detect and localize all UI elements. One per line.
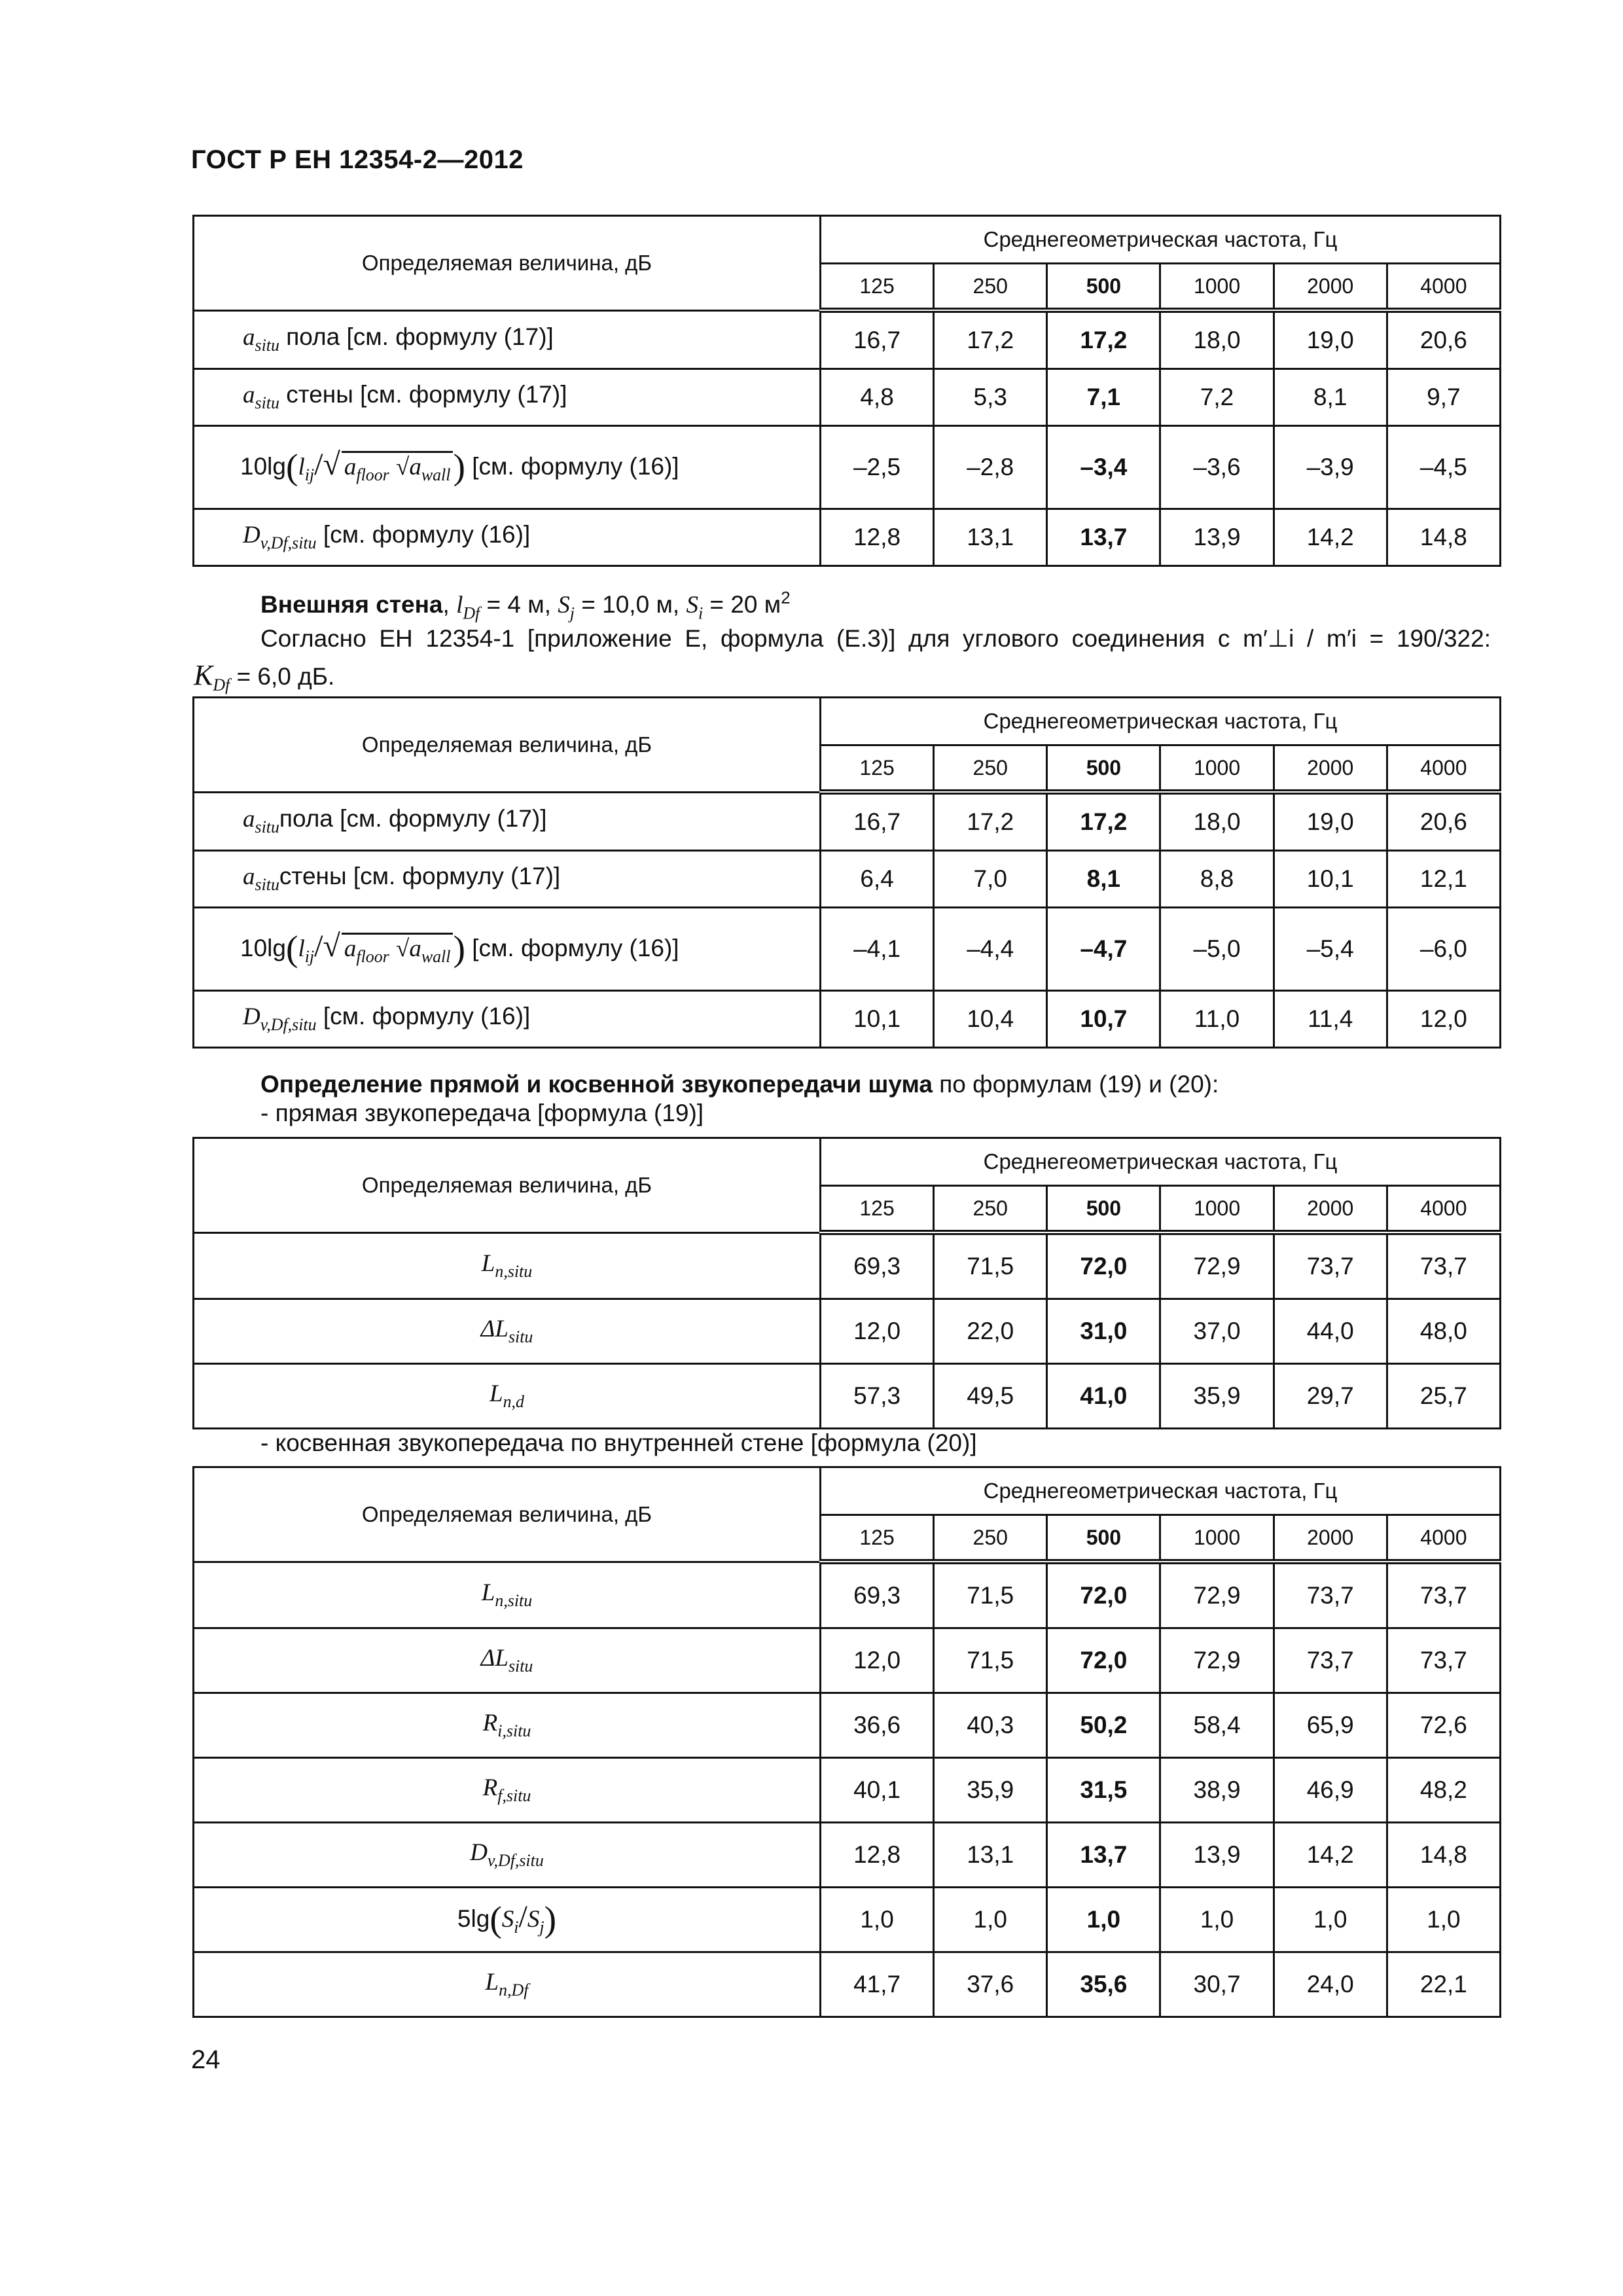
cell: 10,4 [934,991,1047,1048]
freq-header: 2000 [1274,264,1387,311]
cell: –3,4 [1047,426,1160,509]
freq-header: 2000 [1274,1186,1387,1233]
cell: 73,7 [1387,1628,1500,1693]
cell: 25,7 [1387,1364,1500,1429]
cell: 12,8 [821,1823,934,1888]
cell: 40,3 [934,1693,1047,1758]
direct-transmission-label: - прямая звукопередача [формула (19)] [260,1100,704,1126]
cell: 73,7 [1387,1562,1500,1628]
cell: 17,2 [1047,792,1160,851]
cell: 11,4 [1274,991,1387,1048]
cell: 1,0 [1387,1888,1500,1952]
cell: 11,0 [1160,991,1274,1048]
table-row [194,1952,1501,2017]
cell: 35,6 [1047,1952,1160,2017]
cell: 46,9 [1274,1758,1387,1823]
row-label: $R_{f,situ}$ [194,1758,821,1823]
row-label: $D_{v,Df,situ}$ [194,1823,821,1888]
table-inner-wall-params [192,215,1501,567]
col-header-freq: Среднегеометрическая частота, Гц [821,216,1501,264]
outer-wall-heading: Внешняя стена, $l_{Df} = 4$ м, $S_j = 10,0$ м, $S_i = 20$ $м^2$ [260,589,791,623]
cell: 71,5 [934,1232,1047,1299]
cell: 73,7 [1387,1232,1500,1299]
cell: 6,4 [821,851,934,908]
cell: 40,1 [821,1758,934,1823]
col-header-freq: Среднегеометрическая частота, Гц [821,1138,1501,1186]
row-label: $R_{i,situ}$ [194,1693,821,1758]
cell: 36,6 [821,1693,934,1758]
flanking-transmission-label: - косвенная звукопередача по внутренней стене [формула (20)] [260,1429,977,1456]
table-row [194,310,1501,369]
row-label: $D_{v,Df,situ}$ [см. формулу (16)] [194,509,821,566]
freq-header: 125 [821,1515,934,1562]
cell: 18,0 [1160,792,1274,851]
table-direct-transmission [192,1137,1501,1429]
row-label-formula: $5\lg(S_i/S_j)$ [194,1888,821,1952]
cell: 13,1 [934,509,1047,566]
cell: 22,0 [934,1299,1047,1364]
cell: 58,4 [1160,1693,1274,1758]
table-row [194,369,1501,426]
cell: 13,7 [1047,1823,1160,1888]
table-row [194,509,1501,566]
table-outer-wall-params [192,696,1501,1049]
kdf-value: $K_{Df} = 6,0$ дБ. [194,659,335,695]
cell: 48,2 [1387,1758,1500,1823]
freq-header: 2000 [1274,1515,1387,1562]
cell: 10,1 [821,991,934,1048]
cell: 14,2 [1274,1823,1387,1888]
cell: 5,3 [934,369,1047,426]
cell: 72,9 [1160,1562,1274,1628]
table-row [194,1562,1501,1628]
cell: –4,1 [821,908,934,991]
col-header-label: Определяемая величина, дБ [194,1138,821,1233]
freq-header: 250 [934,264,1047,311]
cell: 16,7 [821,792,934,851]
cell: 10,1 [1274,851,1387,908]
cell: 4,8 [821,369,934,426]
col-header-label: Определяемая величина, дБ [194,698,821,793]
cell: 72,0 [1047,1562,1160,1628]
cell: 17,2 [934,792,1047,851]
table-row [194,991,1501,1048]
cell: 49,5 [934,1364,1047,1429]
row-label: $\Delta L_{situ}$ [194,1299,821,1364]
cell: 20,6 [1387,792,1500,851]
table-flanking-transmission [192,1466,1501,2018]
cell: 12,0 [821,1299,934,1364]
cell: 13,7 [1047,509,1160,566]
table-row [194,792,1501,851]
table-row [194,1758,1501,1823]
cell: 12,8 [821,509,934,566]
table-row [194,1232,1501,1299]
row-label: $L_{n,Df}$ [194,1952,821,2017]
cell: 30,7 [1160,1952,1274,2017]
table-row [194,1364,1501,1429]
cell: –3,9 [1274,426,1387,509]
cell: 19,0 [1274,310,1387,369]
cell: 71,5 [934,1628,1047,1693]
freq-header: 125 [821,264,934,311]
cell: 31,0 [1047,1299,1160,1364]
cell: –6,0 [1387,908,1500,991]
cell: 72,9 [1160,1628,1274,1693]
cell: 1,0 [1274,1888,1387,1952]
cell: 44,0 [1274,1299,1387,1364]
freq-header: 4000 [1387,1186,1500,1233]
cell: –4,5 [1387,426,1500,509]
cell: 13,9 [1160,1823,1274,1888]
table-row [194,1888,1501,1952]
cell: 41,7 [821,1952,934,2017]
cell: 72,6 [1387,1693,1500,1758]
table-row [194,851,1501,908]
col-header-label: Определяемая величина, дБ [194,1467,821,1562]
freq-header: 4000 [1387,1515,1500,1562]
freq-header: 500 [1047,745,1160,793]
cell: 1,0 [1160,1888,1274,1952]
freq-header: 4000 [1387,745,1500,793]
freq-header: 250 [934,745,1047,793]
cell: 72,0 [1047,1232,1160,1299]
outer-wall-text: Согласно ЕН 12354-1 [приложение Е, формула (Е.3)] для углового соединения с m′⊥i / m′i = 190/322: [260,625,1491,652]
row-label: $L_{n,d}$ [194,1364,821,1429]
freq-header: 500 [1047,264,1160,311]
cell: 29,7 [1274,1364,1387,1429]
cell: 35,9 [1160,1364,1274,1429]
cell: 20,6 [1387,310,1500,369]
table-row [194,1299,1501,1364]
cell: –5,4 [1274,908,1387,991]
freq-header: 1000 [1160,1186,1274,1233]
cell: 73,7 [1274,1232,1387,1299]
cell: 48,0 [1387,1299,1500,1364]
table-row [194,426,1501,509]
cell: 22,1 [1387,1952,1500,2017]
cell: 14,8 [1387,1823,1500,1888]
cell: 37,0 [1160,1299,1274,1364]
row-label: $a_{situ}$ пола [см. формулу (17)] [194,310,821,369]
cell: 16,7 [821,310,934,369]
cell: 73,7 [1274,1562,1387,1628]
cell: –2,8 [934,426,1047,509]
cell: –4,4 [934,908,1047,991]
cell: 9,7 [1387,369,1500,426]
cell: 72,9 [1160,1232,1274,1299]
cell: 7,1 [1047,369,1160,426]
cell: 38,9 [1160,1758,1274,1823]
freq-header: 2000 [1274,745,1387,793]
cell: –2,5 [821,426,934,509]
cell: 17,2 [1047,310,1160,369]
col-header-label: Определяемая величина, дБ [194,216,821,311]
col-header-freq: Среднегеометрическая частота, Гц [821,1467,1501,1515]
freq-header: 250 [934,1186,1047,1233]
row-label: $L_{n,situ}$ [194,1562,821,1628]
cell: –5,0 [1160,908,1274,991]
cell: 24,0 [1274,1952,1387,2017]
cell: 1,0 [1047,1888,1160,1952]
freq-header: 4000 [1387,264,1500,311]
cell: 31,5 [1047,1758,1160,1823]
cell: 35,9 [934,1758,1047,1823]
table-row [194,908,1501,991]
cell: 7,0 [934,851,1047,908]
freq-header: 125 [821,745,934,793]
cell: 12,0 [1387,991,1500,1048]
cell: 18,0 [1160,310,1274,369]
cell: 57,3 [821,1364,934,1429]
cell: 14,2 [1274,509,1387,566]
cell: 13,1 [934,1823,1047,1888]
freq-header: 1000 [1160,264,1274,311]
cell: 14,8 [1387,509,1500,566]
cell: 17,2 [934,310,1047,369]
cell: 72,0 [1047,1628,1160,1693]
freq-header: 250 [934,1515,1047,1562]
cell: –3,6 [1160,426,1274,509]
freq-header: 500 [1047,1515,1160,1562]
cell: 65,9 [1274,1693,1387,1758]
row-label: $D_{v,Df,situ}$ [см. формулу (16)] [194,991,821,1048]
cell: 13,9 [1160,509,1274,566]
cell: 19,0 [1274,792,1387,851]
cell: 12,0 [821,1628,934,1693]
page-number: 24 [191,2045,221,2074]
cell: 1,0 [821,1888,934,1952]
table-row [194,1628,1501,1693]
transmission-heading: Определение прямой и косвенной звукопередачи шума по формулам (19) и (20): [260,1071,1219,1098]
cell: 71,5 [934,1562,1047,1628]
table-row [194,1823,1501,1888]
row-label: $L_{n,situ}$ [194,1232,821,1299]
cell: 73,7 [1274,1628,1387,1693]
col-header-freq: Среднегеометрическая частота, Гц [821,698,1501,745]
cell: 8,1 [1274,369,1387,426]
cell: 12,1 [1387,851,1500,908]
cell: 69,3 [821,1232,934,1299]
cell: –4,7 [1047,908,1160,991]
cell: 1,0 [934,1888,1047,1952]
cell: 41,0 [1047,1364,1160,1429]
freq-header: 125 [821,1186,934,1233]
row-label-formula: $10\lg(l_{ij}/√$ $a_{floor}$ $√a_{wall}$) [см. формулу (16)] [194,426,821,509]
freq-header: 500 [1047,1186,1160,1233]
cell: 8,8 [1160,851,1274,908]
freq-header: 1000 [1160,745,1274,793]
document-header: ГОСТ Р ЕН 12354-2—2012 [191,145,524,174]
cell: 37,6 [934,1952,1047,2017]
table-row [194,1693,1501,1758]
row-label: $a_{situ}стены$ [см. формулу (17)] [194,851,821,908]
row-label: $a_{situ}пола$ [см. формулу (17)] [194,792,821,851]
cell: 50,2 [1047,1693,1160,1758]
cell: 10,7 [1047,991,1160,1048]
freq-header: 1000 [1160,1515,1274,1562]
row-label: $a_{situ}$ стены [см. формулу (17)] [194,369,821,426]
cell: 8,1 [1047,851,1160,908]
row-label: $\Delta L_{situ}$ [194,1628,821,1693]
cell: 7,2 [1160,369,1274,426]
row-label-formula: $10\lg(l_{ij}/√$ $a_{floor}$ $√a_{wall}$) [см. формулу (16)] [194,908,821,991]
cell: 69,3 [821,1562,934,1628]
